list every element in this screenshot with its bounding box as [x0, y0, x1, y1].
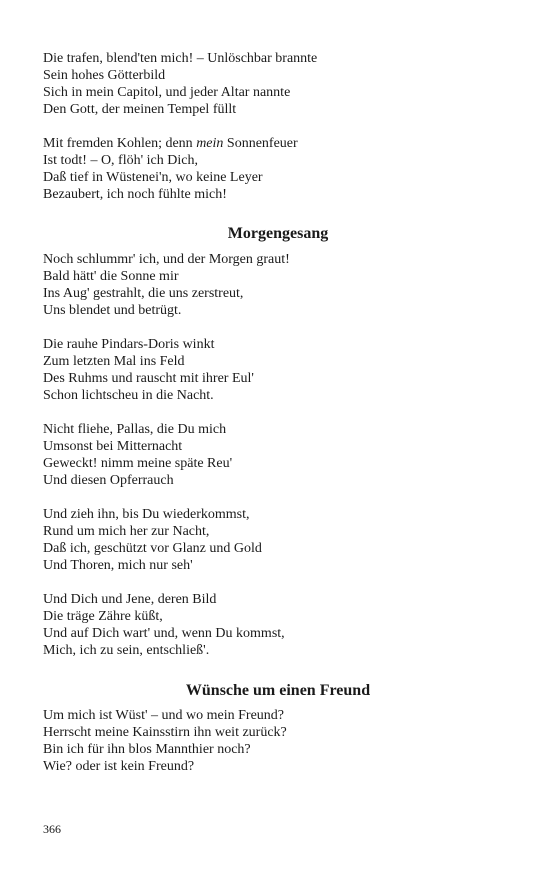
verse-line: Und diesen Opferrauch [43, 473, 174, 488]
stanza [43, 135, 513, 203]
stanza [43, 591, 513, 659]
verse-text: Sonnenfeuer [223, 136, 298, 151]
stanza [43, 336, 513, 404]
verse-line: Schon lichtscheu in die Nacht. [43, 388, 214, 403]
poem-morgengesang [43, 251, 513, 659]
stanza [43, 421, 513, 489]
verse-line: Wie? oder ist kein Freund? [43, 759, 195, 774]
stanza [43, 707, 513, 775]
page-number: 366 [43, 822, 61, 836]
emphasized-word: mein [196, 136, 224, 151]
verse-line: Bald hätt' die Sonne mir [43, 269, 179, 284]
verse-line: Umsonst bei Mitternacht [43, 439, 183, 454]
verse-text: Mit fremden Kohlen; denn [43, 136, 197, 151]
stanza [43, 50, 513, 118]
verse-line: Bin ich für ihn blos Mannthier noch? [43, 742, 251, 757]
poem-wuensche-um-einen-freund [43, 707, 513, 775]
verse-line: Den Gott, der meinen Tempel füllt [43, 102, 237, 117]
verse-line: Des Ruhms und rauscht mit ihrer Eul' [43, 371, 254, 386]
verse-line: Herrscht meine Kainsstirn ihn weit zurück? [43, 725, 287, 740]
verse-line: Noch schlummr' ich, und der Morgen graut! [43, 252, 290, 267]
verse-line: Sein hohes Götterbild [43, 68, 166, 83]
poem-title: Wünsche um einen Freund [185, 682, 371, 699]
verse-line: Nicht fliehe, Pallas, die Du mich [43, 422, 227, 437]
verse-line: Um mich ist Wüst' – und wo mein Freund? [43, 708, 285, 723]
verse-line: Zum letzten Mal ins Feld [43, 354, 185, 369]
stanza [43, 506, 513, 574]
verse-line: Und zieh ihn, bis Du wiederkommst, [43, 507, 250, 522]
verse-line: Die träge Zähre küßt, [43, 609, 163, 624]
verse-line: Sich in mein Capitol, und jeder Altar nannte [43, 85, 291, 100]
verse-line: Uns blendet und betrügt. [43, 303, 182, 318]
verse-line: Daß ich, geschützt vor Glanz und Gold [43, 541, 262, 556]
verse-line: Ist todt! – O, flöh' ich Dich, [43, 153, 198, 168]
stanza [43, 251, 513, 319]
verse-line: Die rauhe Pindars-Doris winkt [43, 337, 215, 352]
verse-line: Die trafen, blend'ten mich! – Unlöschbar brannte [43, 51, 318, 66]
poem-title: Morgengesang [227, 225, 329, 242]
poem-fragment-continued [43, 50, 513, 203]
verse-line: Geweckt! nimm meine späte Reu' [43, 456, 233, 471]
verse-line: Und auf Dich wart' und, wenn Du kommst, [43, 626, 285, 641]
verse-line: Daß tief in Wüstenei'n, wo keine Leyer [43, 170, 263, 185]
verse-line: Bezaubert, ich noch fühlte mich! [43, 187, 227, 202]
verse-line: Ins Aug' gestrahlt, die uns zerstreut, [43, 286, 244, 301]
verse-line: Mich, ich zu sein, entschließ'. [43, 643, 210, 658]
verse-line: Und Thoren, mich nur seh' [43, 558, 193, 573]
verse-line: Und Dich und Jene, deren Bild [43, 592, 217, 607]
verse-line: Rund um mich her zur Nacht, [43, 524, 210, 539]
verse-line [43, 135, 513, 152]
page-text [43, 50, 513, 775]
